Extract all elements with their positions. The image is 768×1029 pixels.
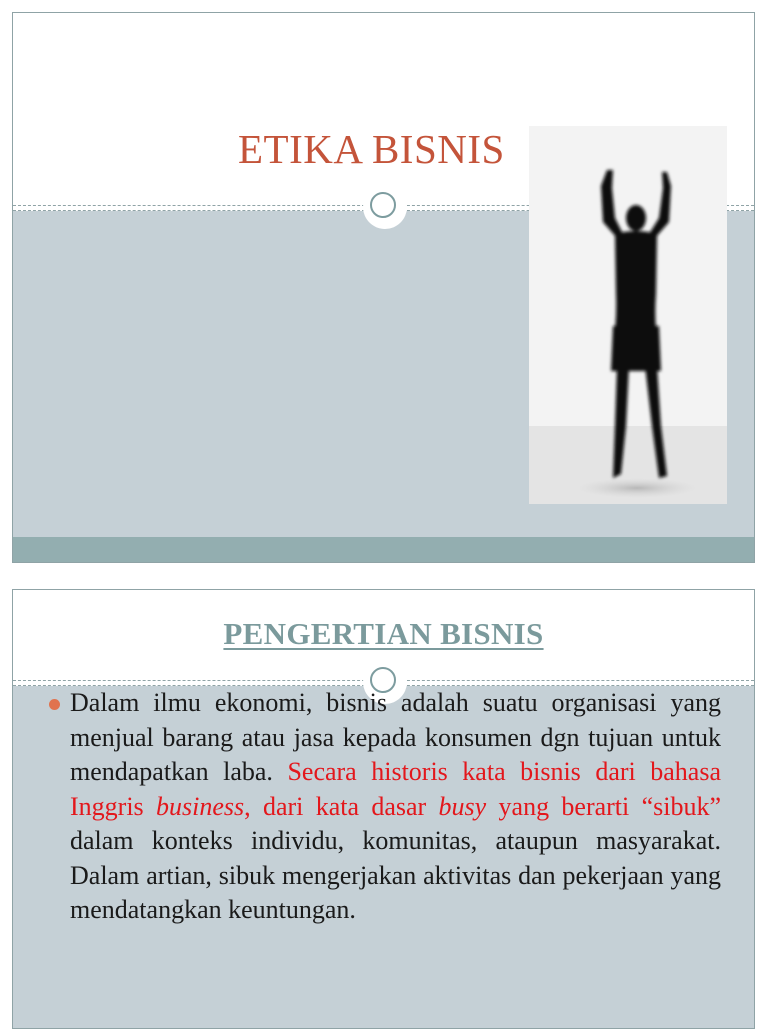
text-emphasis: Secara historis kata bisnis dari bahasa Inggris xyxy=(70,757,721,821)
text-plain: dalam konteks individu, komunitas, ataupun masyarakat. Dalam artian, sibuk mengerjakan aktivitas dan pekerjaan yang mendatangkan keuntungan. xyxy=(70,826,721,924)
silhouette-photo xyxy=(529,126,727,504)
double-circle-ornament-icon xyxy=(363,185,407,229)
person-silhouette-icon xyxy=(529,126,727,504)
text-emphasis: , dari kata dasar xyxy=(244,791,439,821)
bullet-dot-icon xyxy=(49,699,60,710)
text-emphasis-italic: busy xyxy=(438,791,487,821)
text-emphasis: yang berarti “sibuk” xyxy=(486,791,721,821)
text-emphasis-italic: business xyxy=(156,791,245,821)
text-plain: Dalam ilmu ekonomi, bisnis adalah suatu organisasi yang menjual barang atau jasa kepada konsumen dgn tujuan untuk mendapatkan laba. xyxy=(70,688,721,786)
content-slide xyxy=(12,589,755,1029)
bullet-paragraph xyxy=(70,686,721,928)
title-slide xyxy=(12,12,755,563)
slide-heading: PENGERTIAN BISNIS xyxy=(223,616,544,651)
bullet-list xyxy=(49,686,721,928)
ring-outer xyxy=(370,192,396,218)
slide-title: ETIKA BISNIS xyxy=(238,126,505,172)
teal-band xyxy=(13,537,754,563)
